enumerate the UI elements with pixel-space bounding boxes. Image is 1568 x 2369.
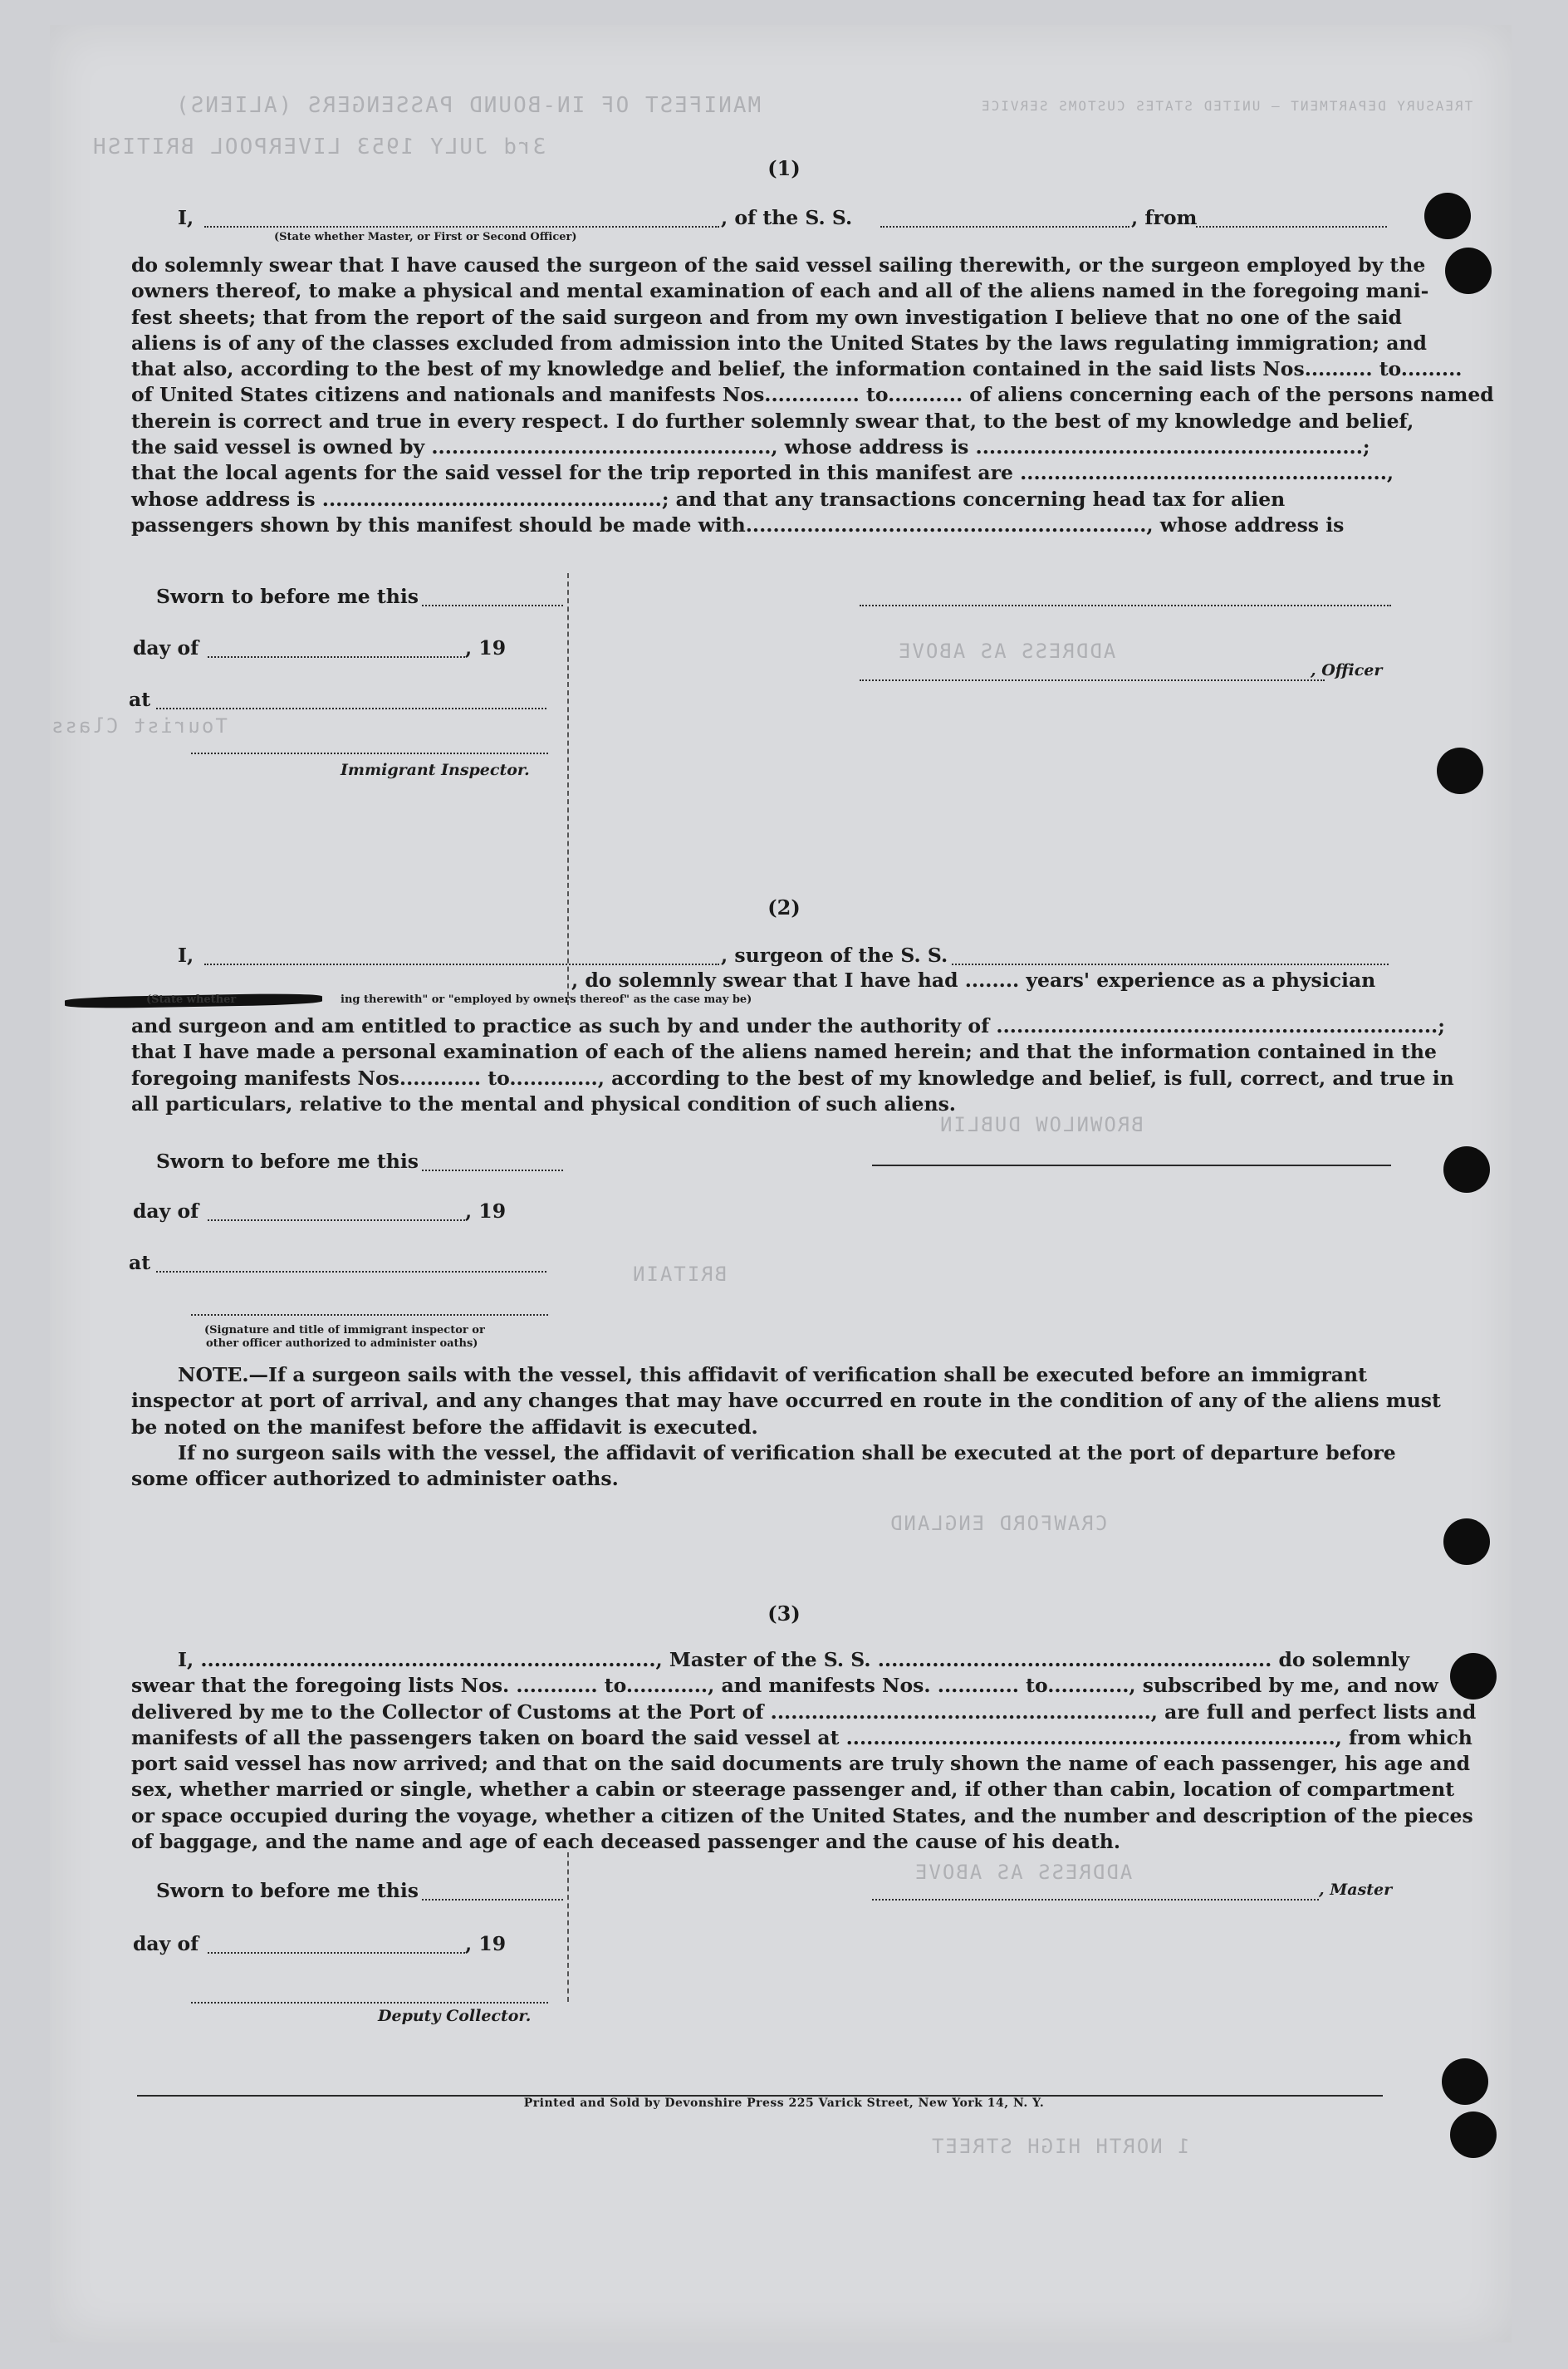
s1-sworn-line bbox=[422, 605, 563, 606]
s3-sworn-line bbox=[422, 1899, 563, 1901]
s1-inspector-line bbox=[191, 753, 548, 754]
s3-oath-body bbox=[131, 1647, 1476, 1855]
column-divider bbox=[567, 1852, 569, 2002]
s1-name-line bbox=[204, 226, 719, 228]
s1-inspector-label: Immigrant Inspector. bbox=[341, 761, 530, 779]
s2-year: , 19 bbox=[465, 1199, 507, 1223]
s2-note-line: some officer authorized to administer oaths. bbox=[131, 1467, 619, 1491]
s1-body-line: aliens is of any of the classes excluded from admission into the United States by the laws regulating immigration; and bbox=[131, 331, 1427, 355]
s3-day-line bbox=[208, 1952, 465, 1954]
s1-from: , from bbox=[1131, 206, 1198, 229]
s1-day-of: day of bbox=[133, 636, 199, 660]
s3-collector-line bbox=[191, 2002, 548, 2004]
s1-body-line: fest sheets; that from the report of the said surgeon and from my own investigation I believe that no one of the said bbox=[131, 305, 1402, 329]
s2-i: I, bbox=[178, 944, 194, 967]
s3-body-line: sex, whether married or single, whether a cabin or steerage passenger and, if other than cabin, location of compartment bbox=[131, 1778, 1455, 1802]
s1-body-line: owners thereof, to make a physical and mental examination of each and all of the aliens named in the foregoing mani- bbox=[131, 279, 1429, 303]
punch-hole bbox=[1443, 1518, 1490, 1565]
bleed-text: CRAWFORD ENGLAND bbox=[889, 1512, 1108, 1535]
s2-sig-note-2: other officer authorized to administer oaths) bbox=[206, 1337, 478, 1350]
s1-body-line: the said vessel is owned by .................................................., whose address is .........................................................; bbox=[131, 435, 1370, 459]
s1-oath-body bbox=[131, 253, 1494, 538]
s3-master-label: , Master bbox=[1319, 1881, 1393, 1899]
s2-line2-right: , do solemnly swear that I have had ........ years' experience as a physician bbox=[571, 969, 1376, 992]
s2-note-line: NOTE.—If a surgeon sails with the vessel, this affidavit of verification shall be executed before an immigrant bbox=[178, 1363, 1367, 1386]
bleed-text: Tourist Class bbox=[50, 714, 228, 738]
s2-inspector-line bbox=[191, 1314, 548, 1316]
s1-rank-note: (State whether Master, or First or Second Officer) bbox=[274, 231, 577, 243]
s2-body-line: and surgeon and am entitled to practice as such by and under the authority of .................................................................; bbox=[131, 1014, 1445, 1037]
s1-officer-line-2 bbox=[860, 679, 1325, 681]
s3-body-line: of baggage, and the name and age of each deceased passenger and the cause of his death. bbox=[131, 1830, 1121, 1854]
s3-master-line bbox=[872, 1899, 1319, 1901]
s1-body-line: do solemnly swear that I have caused the surgeon of the said vessel sailing therewith, or the surgeon employed by the bbox=[131, 253, 1426, 277]
s1-body-line: that the local agents for the said vessel for the trip reported in this manifest are ......................................................, bbox=[131, 461, 1394, 485]
s1-i: I, bbox=[178, 206, 194, 229]
s2-note-line: inspector at port of arrival, and any changes that may have occurred en route in the condition of any of the aliens must bbox=[131, 1389, 1441, 1413]
s1-officer-label: , Officer bbox=[1311, 661, 1383, 679]
section-3-number: (3) bbox=[767, 1601, 801, 1626]
s1-body-line: whose address is ..................................................; and that any transactions concerning head tax for alien bbox=[131, 487, 1286, 511]
bleed-text: BROWNLOW DUBLIN bbox=[938, 1113, 1144, 1136]
s1-day-line bbox=[208, 656, 465, 658]
s1-officer-line-1 bbox=[860, 605, 1391, 606]
s3-collector-label: Deputy Collector. bbox=[378, 2007, 532, 2025]
s1-at: at bbox=[129, 688, 151, 711]
s1-at-line bbox=[156, 708, 546, 709]
s2-day-line bbox=[208, 1219, 465, 1221]
s1-from-line bbox=[1196, 226, 1387, 228]
s2-name-line bbox=[204, 964, 719, 965]
s2-body-line: foregoing manifests Nos............ to............., according to the best of my knowledge and belief, is full, correct, and true in bbox=[131, 1066, 1454, 1090]
column-divider bbox=[567, 573, 569, 1005]
s3-year: , 19 bbox=[465, 1932, 507, 1955]
bleed-text: 1 NORTH HIGH STREET bbox=[930, 2135, 1190, 2158]
s2-ship-line bbox=[952, 964, 1389, 965]
s1-body-line: passengers shown by this manifest should be made with..........................................................., whose address is bbox=[131, 513, 1345, 537]
bleed-header-3: TREASURY DEPARTMENT — UNITED STATES CUSTOMS SERVICE bbox=[980, 98, 1473, 114]
s2-note-line: be noted on the manifest before the affidavit is executed. bbox=[131, 1415, 758, 1439]
s3-body-line: manifests of all the passengers taken on board the said vessel at ........................................................................, from which bbox=[131, 1725, 1472, 1749]
printer-imprint: Printed and Sold by Devonshire Press 225 Varick Street, New York 14, N. Y. bbox=[523, 2097, 1045, 2110]
bleed-text: ADDRESS AS ABOVE bbox=[914, 1861, 1133, 1884]
s2-role-note: ing therewith" or "employed by owners thereof" as the case may be) bbox=[341, 993, 752, 1006]
s1-year: , 19 bbox=[465, 636, 507, 660]
s1-body-line: of United States citizens and nationals and manifests Nos.............. to........... of aliens concerning each of the persons named bbox=[131, 383, 1494, 407]
s2-sworn-line bbox=[422, 1170, 563, 1171]
bleed-header-2: 3rd JULY 1953 LIVERPOOL BRITISH bbox=[91, 135, 546, 159]
s2-day-of: day of bbox=[133, 1199, 199, 1223]
s3-body-line: port said vessel has now arrived; and that on the said documents are truly shown the name of each passenger, his age and bbox=[131, 1752, 1471, 1776]
s2-note-line: If no surgeon sails with the vessel, the affidavit of verification shall be executed at the port of departure before bbox=[178, 1440, 1396, 1464]
s1-sworn: Sworn to before me this bbox=[156, 585, 419, 608]
s2-body-line: that I have made a personal examination of each of the aliens named herein; and that the information contained in the bbox=[131, 1040, 1437, 1064]
s3-sworn: Sworn to before me this bbox=[156, 1879, 419, 1902]
s2-at: at bbox=[129, 1251, 151, 1274]
punch-hole bbox=[1437, 748, 1483, 794]
bleed-text: ADDRESS AS ABOVE bbox=[897, 640, 1116, 663]
punch-hole bbox=[1424, 193, 1471, 239]
s1-body-line: therein is correct and true in every respect. I do further solemnly swear that, to the best of my knowledge and belief, bbox=[131, 409, 1414, 433]
s3-body-line: I, ..................................................................., Master of the S. S. .......................................................... do solemnly bbox=[178, 1648, 1410, 1671]
section-1-number: (1) bbox=[767, 156, 801, 180]
punch-hole bbox=[1450, 2112, 1497, 2158]
s2-sworn: Sworn to before me this bbox=[156, 1150, 419, 1173]
s2-at-line bbox=[156, 1271, 546, 1273]
s1-body-line: that also, according to the best of my knowledge and belief, the information contained in the said lists Nos.......... to......... bbox=[131, 357, 1463, 381]
s3-day-of: day of bbox=[133, 1932, 199, 1955]
s3-body-line: delivered by me to the Collector of Customs at the Port of ........................................................, are full and perfect lists and bbox=[131, 1700, 1477, 1724]
s2-signature-line bbox=[872, 1165, 1391, 1166]
s2-oath-body bbox=[131, 1013, 1454, 1117]
bleed-header: MANIFEST OF IN-BOUND PASSENGERS (ALIENS) bbox=[174, 93, 762, 118]
s1-ship-line bbox=[880, 226, 1129, 228]
s2-sig-note-1: (Signature and title of immigrant inspector or bbox=[204, 1324, 485, 1337]
s3-body-line: swear that the foregoing lists Nos. ............ to............, and manifests Nos. ............ to............, subscribed by me, and now bbox=[131, 1674, 1438, 1698]
s2-surgeon: , surgeon of the S. S. bbox=[721, 944, 948, 967]
s2-body-line: all particulars, relative to the mental and physical condition of such aliens. bbox=[131, 1091, 956, 1116]
s1-of-ss: , of the S. S. bbox=[721, 206, 853, 229]
s3-body-line: or space occupied during the voyage, whether a citizen of the United States, and the number and description of the pieces bbox=[131, 1803, 1473, 1827]
bleed-text: BRITAIN bbox=[631, 1263, 728, 1286]
punch-hole bbox=[1443, 1146, 1490, 1193]
s2-note bbox=[131, 1362, 1441, 1492]
s2-role-note-left: (State whether bbox=[146, 993, 237, 1006]
section-2-number: (2) bbox=[767, 895, 801, 920]
